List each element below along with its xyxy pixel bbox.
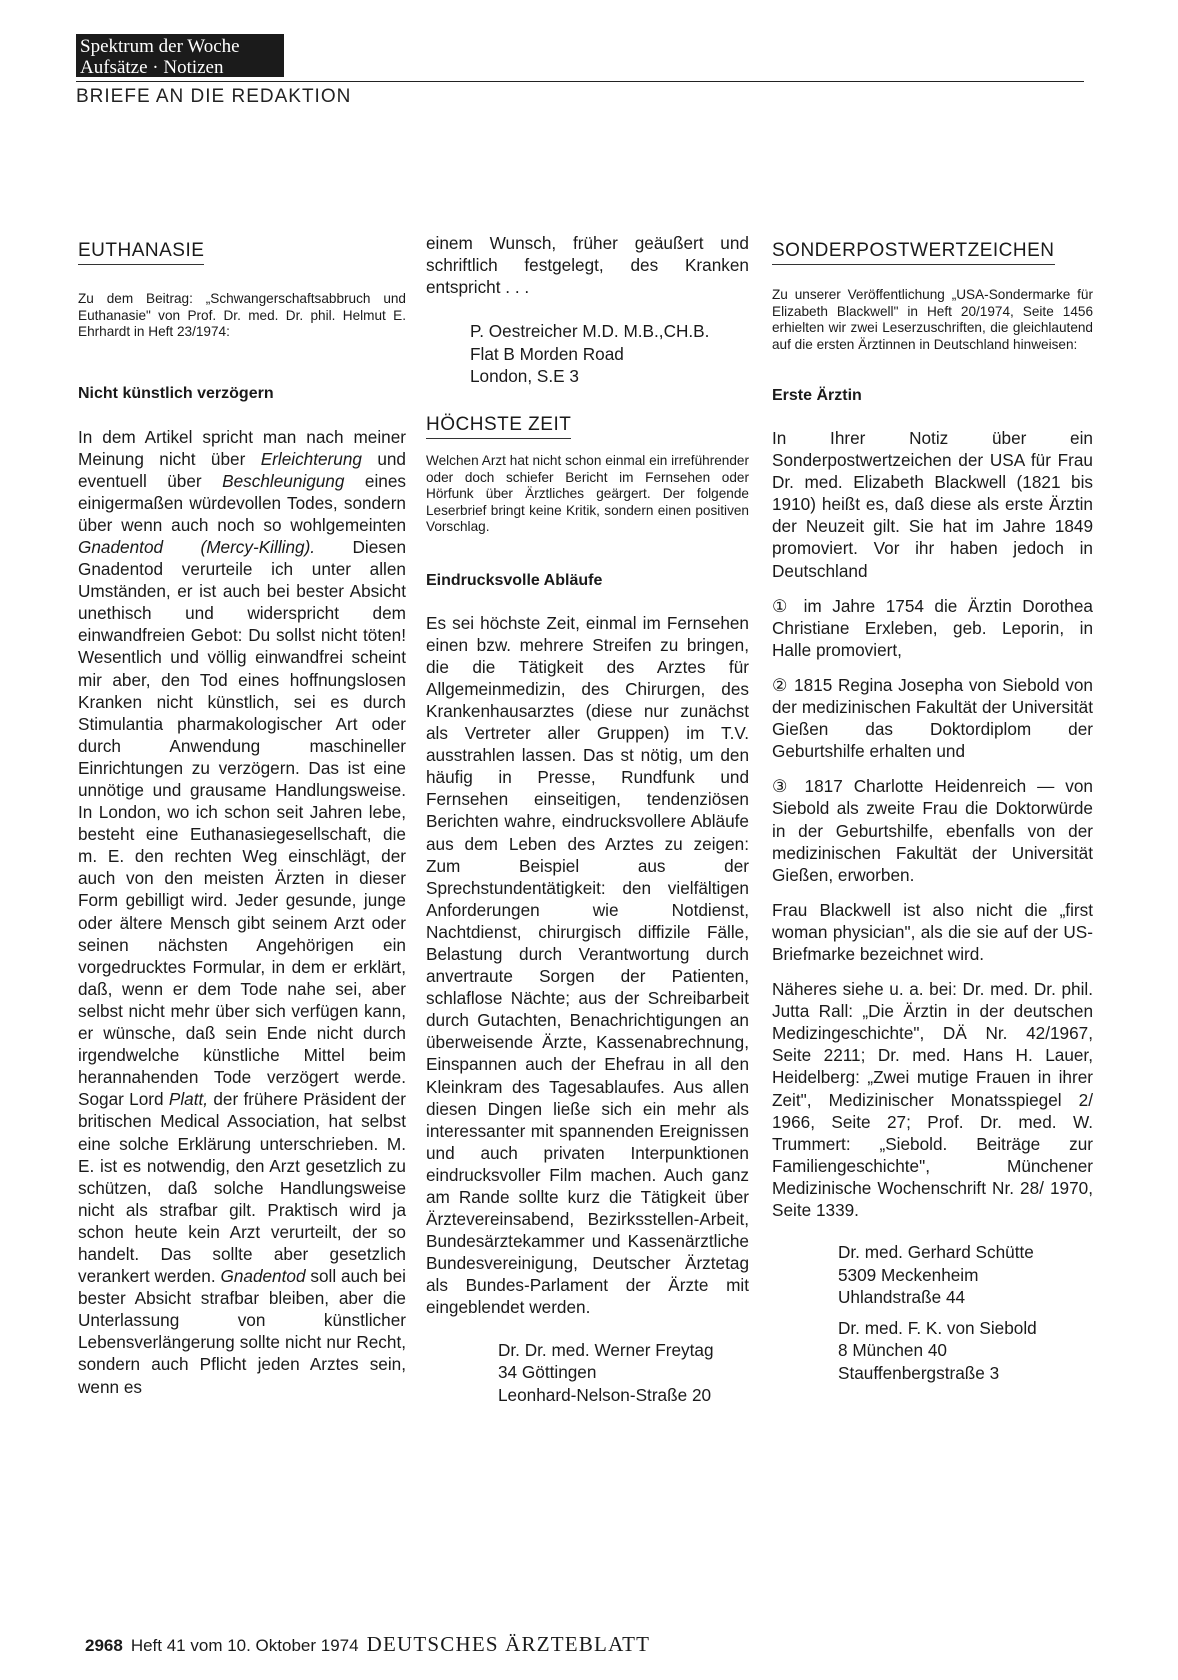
signature-line: Uhlandstraße 44 [838,1287,966,1308]
signature-line: Dr. med. F. K. von Siebold [838,1317,1037,1338]
signature-line: Dr. Dr. med. Werner Freytag [498,1339,714,1360]
text-run: und eventuell über [78,448,406,491]
signature-line: London, S.E 3 [470,366,579,387]
column-sonderpostwertzeichen [772,240,1093,1385]
emphasis: Platt, [168,1089,209,1110]
page-section-title: BRIEFE AN DIE REDAKTION [76,86,352,107]
heading-euthanasie: EUTHANASIE [78,240,204,265]
emphasis: Beschleunigung [222,470,345,491]
badge-line-1: Spektrum der Woche [80,36,240,57]
text-run: Diesen Gnadentod verurteile ich unter allen Umständen, er ist auch bei bester Absicht unethisch und widerspricht dem einwandfreien Gebot: Du sollst nicht töten! Wesentlich und völlig einwandfrei scheint mir aber, den Tod eines hoffnungslosen Kranken nicht künstlich, sei es durch Stimulantia pharmakologischer Art oder durch Anwendung maschineller Einrichtungen zu verzögern. Das ist eine unnötige und grausame Handlungsweise. In London, wo ich schon seit Jahren lebe, besteht eine Euthanasiegesellschaft, die m. E. den rechten Weg einschlägt, der auch von den meisten Ärzten in dieser Form gebilligt wird. Jeder gesunde, junge oder ältere Mensch gibt seinem Arzt oder seinen nächsten Angehörigen ein vorgedrucktes Formular, in dem er erklärt, daß, wenn er dem Tode nahe sei, aber selbst nicht mehr über sich verfügen kann, er wünsche, daß sein Ende nicht durch irgendwelche künstliche Mittel beim herannahenden Tode verzögert werde. Sogar Lord [78,536,407,1110]
header-rule [76,81,1084,82]
text-run: In dem Artikel spricht man nach meiner Meinung nicht über [78,426,406,469]
list-item-erxleben: ① im Jahre 1754 die Ärztin Dorothea Christiane Erxleben, geb. Leporin, in Halle promoviert, [772,595,1093,660]
signature-schuette [838,1241,1093,1309]
page-number: 2968 [85,1636,123,1655]
issue-info: Heft 41 vom 10. Oktober 1974 [130,1636,359,1655]
paragraph-first-woman-physician: Frau Blackwell ist also nicht die „first woman physician", als die sie auf der US-Briefmarke bezeichnet wird. [772,899,1093,964]
text-run: der frühere Präsident der britischen Medical Association, hat selbst eine solche Erklärung unterschrieben. M. E. ist es notwendig, den Arzt gesetzlich zu schützen, daß solche Handlungsweise nicht als strafbar gilt. Praktisch wird ja schon heute kein Arzt verurteilt, der so handelt. Das sollte aber gesetzlich verankert werden. [78,1089,406,1287]
emphasis: Gnadentod [220,1266,306,1287]
intro-sonderpostwertzeichen: Zu unserer Veröffentlichung „USA-Sondermarke für Elizabeth Blackwell" in Heft 20/1974, Seite 1456 erhielten wir zwei Leserzuschriften, die gleichlautend auf die ersten Ärztinnen in Deutschland hinweisen: [772,287,1093,352]
journal-name: DEUTSCHES ÄRZTEBLATT [366,1632,651,1656]
subheading-eindrucksvolle-ablaeufe: Eindrucksvolle Abläufe [426,571,603,589]
list-item-heidenreich: ③ 1817 Charlotte Heidenreich — von Siebold als zweite Frau die Doktorwürde in der Geburtshilfe, ebenfalls von der medizinischen Fakultät der Universität Gießen, erworben. [772,776,1093,885]
page-footer [85,1632,650,1657]
paragraph-blackwell-intro: In Ihrer Notiz über ein Sonderpostwertzeichen der USA für Frau Dr. med. Elizabeth Blackwell (1821 bis 1910) heißt es, daß diese als erste Ärztin der Neuzeit gilt. Sie hat im Jahre 1849 promoviert. Vor ihr haben jedoch in Deutschland [772,428,1093,581]
paragraph-references: Näheres siehe u. a. bei: Dr. med. Dr. phil. Jutta Rall: „Die Ärztin in der deutschen Medizingeschichte", DÄ Nr. 42/1967, Seite 2211; Dr. med. Hans H. Lauer, Heidelberg: „Zwei mutige Frauen in ihrer Zeit", Medizinischer Monatsspiegel 2/ 1966, Seite 27; Prof. Dr. med. W. Trummert: „Siebold. Beiträge zur Familiengeschichte", Münchener Medizinische Wochenschrift Nr. 28/ 1970, Seite 1339. [772,979,1093,1220]
list-item-siebold: ② 1815 Regina Josepha von Siebold von der medizinischen Fakultät der Universität Gießen das Doktordiplom der Geburtshilfe erhalten und [772,674,1093,762]
signature-line: Stauffenbergstraße 3 [838,1363,1000,1384]
heading-hoechste-zeit: HÖCHSTE ZEIT [426,414,571,439]
text-run: soll auch bei bester Absicht strafbar bleiben, aber die Unterlassung von künstlicher Lebensverlängerung sollte nicht nur Recht, sondern auch Pflicht jeden Arztes sein, wenn es [78,1266,406,1397]
signature-line: 8 München 40 [838,1340,947,1361]
letter-body-hoechste-zeit: Es sei höchste Zeit, einmal im Fernsehen einen bzw. mehrere Streifen zu bringen, die die Tätigkeit des Arztes für Allgemeinmedizin, des Chirurgen, des Krankenhausarztes (diese nur zunächst als Vertreter aller Gruppen) im T.V. ausstrahlen lassen. Das st nötig, um den häufig in Presse, Rundfunk und Fernsehen einseitigen, tendenziösen Berichten wahre, eindrucksvollere Abläufe aus dem Leben des Arztes zu zeigen: Zum Beispiel aus der Sprechstundentätigkeit: den vielfältigen Anforderungen wie Notdienst, Nachtdienst, chirurgisch diffizile Fälle, Belastung durch Verantwortung durch anvertraute Sorgen der Patienten, schlaflose Nächte; aus der Schreibarbeit durch Gutachten, Benachrichtigungen an überweisende Ärzte, Kassenabrechnung, Einspannen auch der Ehefrau in all den Kleinkram des Tagesablaufes. Aus allen diesen Dingen ließe sich ein mehr als interessanter mit spannenden Ereignissen und auch privaten Interpunktionen eindrucksvoller Film machen. Auch ganz am Rande sollte kurz die Tätigkeit über Ärztevereinsabend, Bezirksstellen-Arbeit, Bundesärztekammer und Kassenärztliche Bundesvereinigung, Deutscher Ärztetag als Bundes-Parlament der Ärzte mit eingeblendet werden. [426,612,749,1318]
signature-line: Dr. med. Gerhard Schütte [838,1242,1034,1263]
emphasis: Gnadentod (Mercy-Killing). [78,536,316,557]
signature-line: 5309 Meckenheim [838,1264,979,1285]
letter-continuation: einem Wunsch, früher geäußert und schriftlich festgelegt, des Kranken entspricht . . . [426,233,749,298]
badge-line-2: Aufsätze · Notizen [80,57,224,78]
column-hoechste-zeit [426,233,749,1406]
signature-line: P. Oestreicher M.D. M.B.,CH.B. [470,321,710,342]
signature-von-siebold [838,1317,1093,1385]
heading-sonderpostwertzeichen: SONDERPOSTWERTZEICHEN [772,240,1055,265]
signature-line: Leonhard-Nelson-Straße 20 [498,1384,712,1405]
intro-hoechste-zeit: Welchen Arzt hat nicht schon einmal ein irreführender oder doch schiefer Bericht im Fernsehen oder Hörfunk über Ärztliches geärgert. Der folgende Leserbrief bringt keine Kritik, sondern einen positiven Vorschlag. [426,453,749,535]
signature-line: Flat B Morden Road [470,343,624,364]
column-euthanasie [78,240,406,1398]
subheading-erste-aerztin: Erste Ärztin [772,387,862,404]
intro-euthanasie: Zu dem Beitrag: „Schwangerschaftsabbruch und Euthanasie" von Prof. Dr. med. Dr. phil. Helmut E. Ehrhardt in Heft 23/1974: [78,291,406,339]
subheading-nicht-kuenstlich: Nicht künstlich verzögern [78,384,274,402]
signature-freytag [498,1339,749,1407]
emphasis: Erleichterung [260,448,362,469]
section-badge [76,34,284,77]
signature-oestreicher [470,320,749,388]
text-run: eines einigermaßen würdevollen Todes, sondern über wenn auch noch so wohlgemeinten [78,470,406,535]
signature-line: 34 Göttingen [498,1362,597,1383]
letter-body-euthanasie [78,426,406,1398]
